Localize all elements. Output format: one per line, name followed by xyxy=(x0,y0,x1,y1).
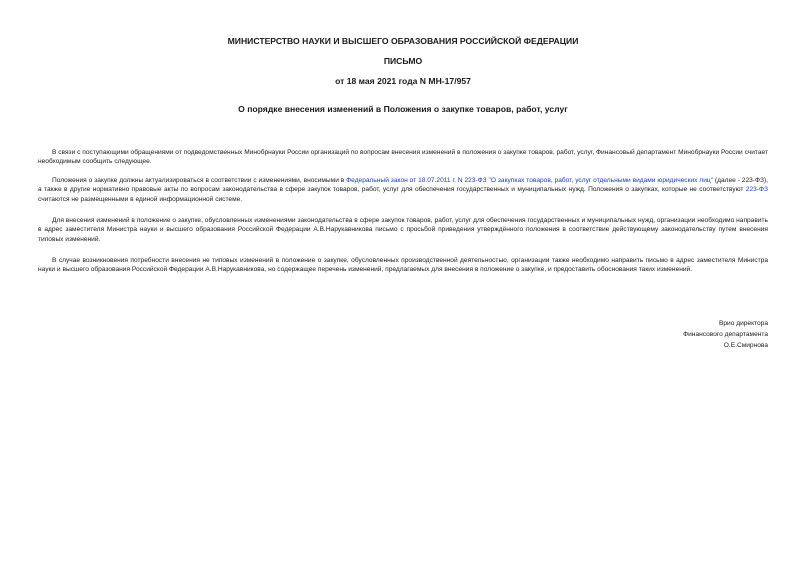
paragraph-2-text-a: Положения о закупке должны актуализироваться в соответствии с изменениями, вносимыми в xyxy=(52,177,347,184)
document-date-number: от 18 мая 2021 года N МН-17/957 xyxy=(335,76,471,86)
signature-name: О.Е.Смирнова xyxy=(723,342,768,349)
paragraph-2 xyxy=(38,176,768,204)
paragraph-1: В связи с поступающими обращениями от подведомственных Минобрнауки России организаций по вопросам внесения изменений в положения о закупке товаров, работ, услуг, Финансовый департамент Минобрнауки России считает необходимым сообщить следующее. xyxy=(38,149,768,166)
federal-law-link[interactable]: Федеральный закон от 18.07.2011 г. N 223-ФЗ "О закупках товаров, работ, услуг отдельными видами юридических лиц" xyxy=(346,177,714,184)
signature-block xyxy=(568,318,768,351)
document-type: ПИСЬМО xyxy=(383,56,423,66)
paragraph-3: Для внесения изменений в положение о закупке, обусловленных изменениями законодательства в сфере закупок товаров, работ, услуг для обеспечения государственных и муниципальных нужд, организации необходимо направить в адрес заместителя Министра науки и высшего образования Российской Федерации А.В.Нарукавникова письмо с просьбой приведения утверждённого положения в соответствие действующему законодательству путем внесения типовых изменений. xyxy=(38,217,768,243)
paragraph-2-text-c: считаются не размещенными в единой информационной системе. xyxy=(38,195,243,203)
law-223-link[interactable]: 223-ФЗ xyxy=(745,186,768,194)
document-subject: О порядке внесения изменений в Положения о закупке товаров, работ, услуг xyxy=(238,104,568,114)
paragraph-4: В случае возникновения потребности внесения не типовых изменений в положение о закупке, обусловленных производственной деятельностью, организации также необходимо направить письмо в адрес заместителя Министра науки и высшего образования Российской Федерации А.В.Нарукавникова, но содержащее перечень изменений, предлагаемых для внесения в положение о закупке, и предоставить обоснования таких изменений. xyxy=(38,257,768,274)
signature-department: Финансового департамента xyxy=(683,331,768,338)
ministry-heading: МИНИСТЕРСТВО НАУКИ И ВЫСШЕГО ОБРАЗОВАНИЯ РОССИЙСКОЙ ФЕДЕРАЦИИ xyxy=(227,36,579,46)
signature-position: Врио директора xyxy=(718,320,768,327)
paragraph-2-text-b: (далее - 223-ФЗ), а также в другие нормативно правовые акты по вопросам законодательства в сфере закупок товаров, работ, услуг для обеспечения государственных и муниципальных нужд. Положения о закупках, которые не соответствуют xyxy=(38,177,768,194)
